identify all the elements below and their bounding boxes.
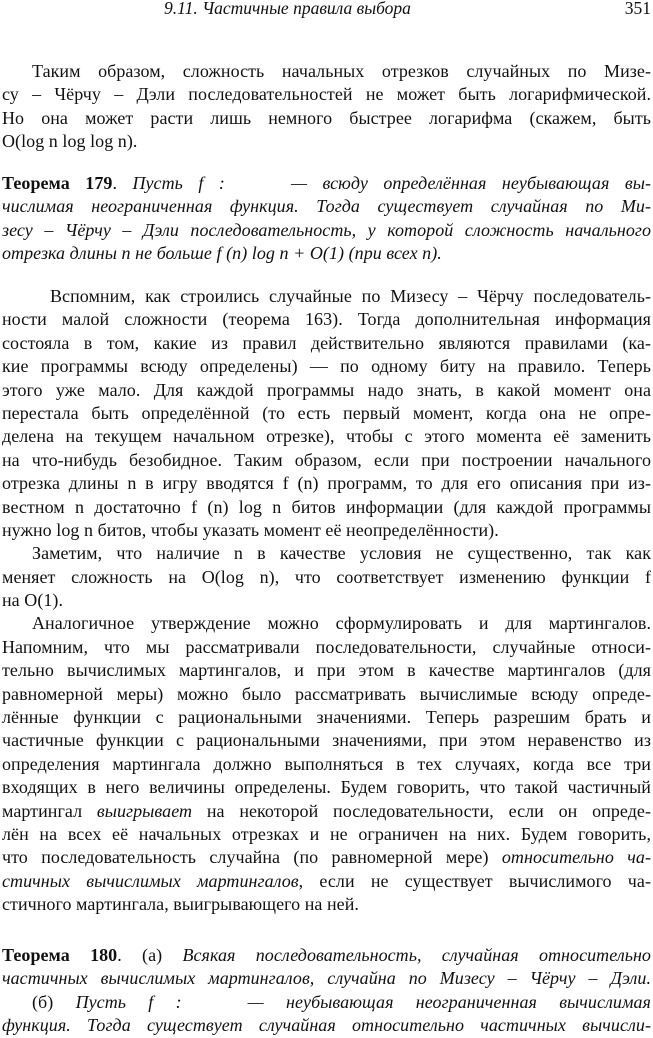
text-line: мартингал выигрывает на некоторой последовательности, если он опреде- (2, 800, 651, 821)
text-line: этого уже мало. Для каждой программы надо знать, в какой момент она (2, 379, 651, 400)
part-label: (б) (32, 991, 54, 1012)
text-line: делена на текущем начальном отрезке), чтобы с этого момента её заменить (2, 426, 651, 447)
text-line: входящих в него величины определены. Будем говорить, что такой частичный (2, 777, 651, 798)
emphasized-term: выигрывает (96, 800, 193, 821)
text-line: тельно вычислимых мартингалов, и при этом в качестве мартингалов (для (2, 660, 651, 681)
text-line: на O(1). (2, 590, 64, 611)
theorem-180 (2, 944, 651, 1038)
text-line: Напомним, что мы рассматривали последовательности, случайные относи- (2, 636, 651, 657)
theorem-line: Теорема 179. Пусть f : — всюду определённая неубывающая вы- (2, 173, 651, 193)
text-line: стичных вычислимых мартингалов, если не существует вычислимого ча- (2, 870, 651, 891)
running-header (0, 0, 653, 22)
theorem-line: Теорема 180. (а) Всякая последовательность, случайная относительно (2, 945, 651, 965)
text-line: равномерной меры) можно было рассматривать вычислимые всюду опреде- (2, 683, 651, 704)
text-line: определения мартингала должно выполняться в тех случаях, когда все три (2, 753, 651, 774)
running-header-title: 9.11. Частичные правила выбора (164, 0, 411, 18)
text-line: су – Чёрчу – Дэли последовательностей не может быть логарифмической. (2, 84, 651, 105)
theorem-line: частичных вычислимых мартингалов, случайна по Мизесу – Чёрчу – Дэли. (2, 968, 651, 989)
text-line: нужно log n битов, чтобы указать момент её неопределённости). (2, 519, 499, 540)
text-line: что последовательность случайна (по равномерной мере) относительно ча- (2, 847, 651, 868)
text-line: меняет сложность на O(log n), что соответствует изменению функции f (2, 566, 651, 587)
emphasized-term: относительно ча- (501, 847, 651, 868)
emphasized-term: стичных вычислимых мартингалов (2, 870, 299, 891)
page-number: 351 (624, 0, 651, 18)
text-line: Вспомним, как строились случайные по Мизесу – Чёрчу последователь- (50, 286, 651, 306)
text-line: отрезка длины n в игру вводятся f (n) программ, то для его описания при из- (2, 473, 651, 494)
paragraph-1 (2, 60, 651, 154)
part-label: (а) (142, 945, 163, 965)
theorem-179 (2, 172, 651, 266)
text-line: состояла в том, какие из правил действительно являются правилами (ка- (2, 332, 651, 353)
text-line: частичные функции с рациональными значениями, при этом неравенство из (2, 730, 651, 751)
text-line: на что-нибудь безобидное. Таким образом, если при построении начального (2, 449, 651, 470)
theorem-label: Теорема 180 (2, 945, 118, 965)
theorem-line: отрезка длины n не больше f (n) log n + O(1) (при всех n). (2, 243, 442, 264)
theorem-label: Теорема 179 (2, 173, 113, 193)
paragraph-2 (2, 285, 651, 917)
theorem-line: числимая неограниченная функция. Тогда существует случайная по Ми- (2, 196, 651, 217)
text-line: лён на всех её начальных отрезках и не ограничен на них. Будем говорить, (2, 823, 651, 844)
theorem-line: (б) Пусть f : — неубывающая неограниченная вычислимая (32, 991, 651, 1012)
text-line: Заметим, что наличие n в качестве условия не существенно, так как (32, 543, 651, 564)
text-line: вестном n достаточно f (n) log n битов информации (для каждой программы (2, 496, 651, 517)
text-line: ности малой сложности (теорема 163). Тогда дополнительная информация (2, 309, 651, 330)
text-line: Таким образом, сложность начальных отрезков случайных по Мизе- (32, 61, 651, 81)
text-line: Аналогичное утверждение можно сформулировать и для мартингалов. (32, 613, 651, 634)
theorem-line: зесу – Чёрчу – Дэли последовательность, у которой сложность начального (2, 219, 651, 240)
text-line: кие программы всюду определены) — по одному биту на правило. Теперь (2, 356, 651, 377)
text-line: лённые функции с рациональными значениями. Теперь разрешим брать и (2, 707, 651, 728)
text-line: O(log n log log n). (2, 131, 138, 152)
theorem-line: функция. Тогда существует случайная относительно частичных вычисли- (2, 1015, 651, 1036)
text-line: Но она может расти лишь немного быстрее логарифма (скажем, быть (2, 107, 651, 128)
text-line: стичного мартингала, выигрывающего на ней. (2, 894, 359, 915)
text-line: перестала быть определённой (то есть первый момент, когда она не опре- (2, 402, 651, 423)
